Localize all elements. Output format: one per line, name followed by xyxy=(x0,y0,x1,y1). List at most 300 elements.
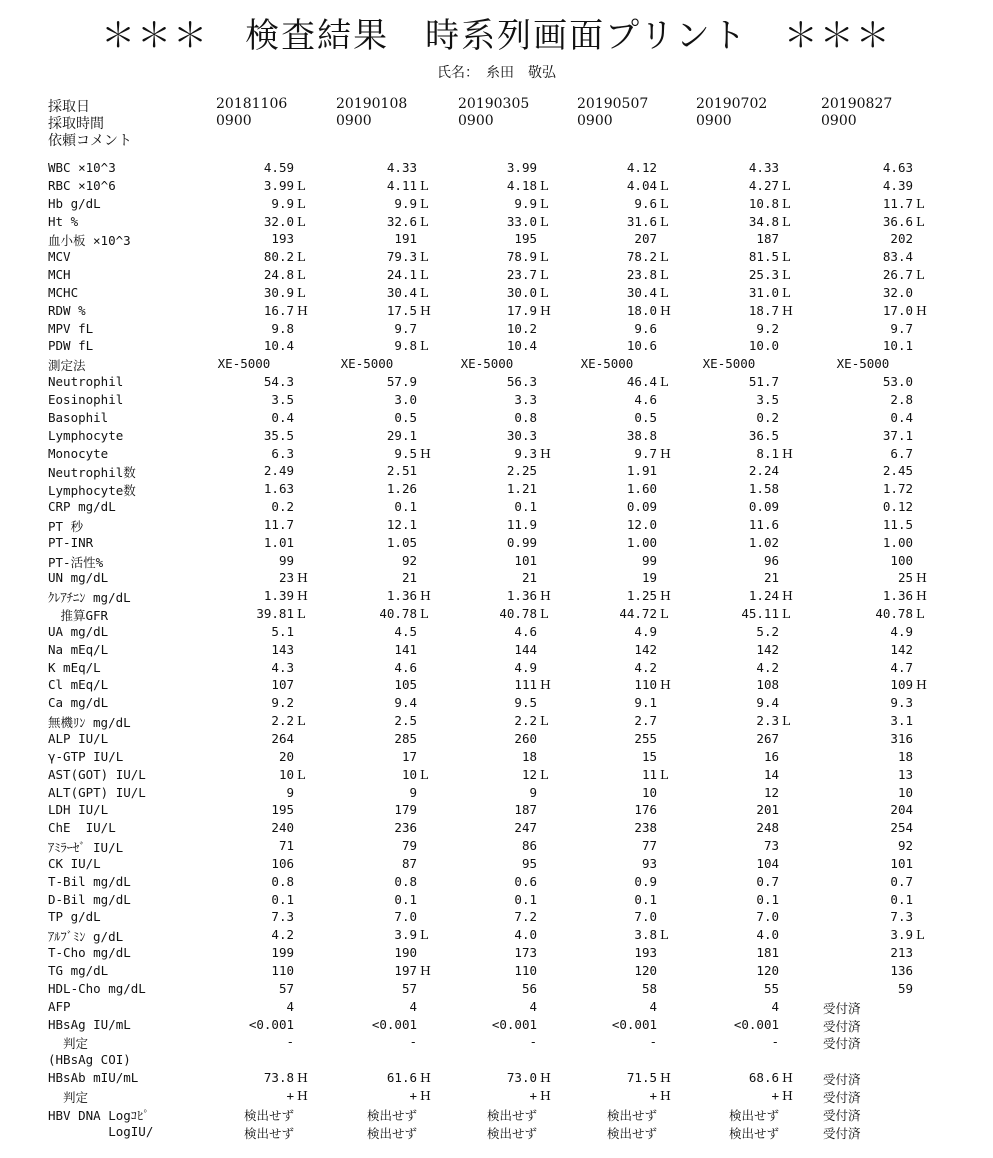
result-value: 7.0 xyxy=(394,909,417,925)
result-cell xyxy=(813,856,913,873)
result-cell xyxy=(317,660,417,677)
result-value: 73 xyxy=(763,838,779,854)
test-name: LogIU/ xyxy=(48,1123,154,1139)
result-cell xyxy=(813,785,913,802)
result-cell xyxy=(557,1124,657,1141)
result-cell xyxy=(437,374,537,391)
result-value: 4.39 xyxy=(882,177,913,193)
result-cell xyxy=(813,820,913,837)
result-value: 9.3 xyxy=(890,695,913,711)
result-cell xyxy=(194,749,294,766)
result-value: 2.45 xyxy=(882,463,913,479)
abnormal-flag: H xyxy=(916,588,927,604)
result-value: 16 xyxy=(763,748,779,764)
result-cell xyxy=(679,588,793,605)
result-value: 6.7 xyxy=(890,445,913,461)
result-value: 4.2 xyxy=(271,927,294,943)
result-cell xyxy=(813,463,913,480)
result-cell xyxy=(437,766,549,784)
result-value: 199 xyxy=(271,945,294,961)
result-value: 4.27 xyxy=(748,177,779,193)
result-value: 73.0 xyxy=(506,1070,537,1086)
result-value: 187 xyxy=(514,802,537,818)
result-value: 9.8 xyxy=(271,320,294,336)
result-cell xyxy=(437,660,537,677)
result-cell xyxy=(557,981,657,998)
result-value: 1.39 xyxy=(263,588,294,604)
result-cell xyxy=(679,695,779,712)
result-cell xyxy=(437,481,537,498)
result-value: 1.36 xyxy=(386,588,417,604)
result-value: 9 xyxy=(409,784,417,800)
result-value: 10 xyxy=(278,766,294,782)
result-cell xyxy=(679,892,779,909)
result-value: 0.6 xyxy=(514,873,537,889)
test-name: Eosinophil xyxy=(48,391,124,407)
result-value: 2.2 xyxy=(271,713,294,729)
result-cell xyxy=(679,963,779,980)
result-value: 12 xyxy=(763,784,779,800)
test-name: PDW fL xyxy=(48,338,94,354)
result-cell xyxy=(317,731,417,748)
abnormal-flag: L xyxy=(297,766,306,782)
result-value: 0.8 xyxy=(394,873,417,889)
table-row xyxy=(48,945,978,963)
result-value: 2.2 xyxy=(514,713,537,729)
result-value: 16.7 xyxy=(263,302,294,318)
result-value: + xyxy=(529,1087,537,1103)
result-cell xyxy=(317,713,417,730)
result-value: 4.6 xyxy=(514,623,537,639)
result-cell xyxy=(437,785,537,802)
result-value: 7.0 xyxy=(634,909,657,925)
result-cell xyxy=(557,481,657,498)
result-cell xyxy=(679,410,779,427)
result-value: 0.5 xyxy=(394,409,417,425)
test-name: 無機ﾘﾝ mg/dL xyxy=(48,715,131,731)
result-value: 191 xyxy=(394,231,417,247)
abnormal-flag: L xyxy=(420,213,429,229)
result-value: 173 xyxy=(514,945,537,961)
result-cell xyxy=(317,570,417,587)
result-value: 92 xyxy=(401,552,417,568)
test-name: 判定 xyxy=(48,1036,89,1052)
result-cell xyxy=(557,553,657,570)
result-value: 0.1 xyxy=(394,891,417,907)
result-cell xyxy=(813,392,913,409)
abnormal-flag: H xyxy=(420,962,431,978)
result-cell xyxy=(679,713,791,730)
result-cell xyxy=(813,481,913,498)
result-cell xyxy=(194,249,306,266)
date-col-2: 20190108 xyxy=(336,96,408,112)
result-value: - xyxy=(529,1034,537,1050)
test-name: UN mg/dL xyxy=(48,570,109,586)
result-cell xyxy=(557,856,657,873)
result-value: <0.001 xyxy=(733,1016,779,1032)
result-cell xyxy=(557,231,657,248)
result-cell xyxy=(194,892,294,909)
result-cell xyxy=(557,606,669,623)
result-value: 2.25 xyxy=(506,463,537,479)
abnormal-flag: L xyxy=(660,177,669,193)
result-cell xyxy=(557,874,657,891)
abnormal-flag: H xyxy=(297,588,308,604)
result-value: 2.5 xyxy=(394,713,417,729)
table-row xyxy=(48,999,978,1017)
table-row xyxy=(48,178,978,196)
abnormal-flag: L xyxy=(420,606,429,622)
abnormal-flag: L xyxy=(660,766,669,782)
result-cell xyxy=(437,249,549,266)
result-value: 1.25 xyxy=(626,588,657,604)
abnormal-flag: H xyxy=(660,1087,671,1103)
result-cell xyxy=(813,356,913,373)
results-table xyxy=(48,160,978,1141)
result-value: 1.36 xyxy=(882,588,913,604)
result-value: 1.60 xyxy=(626,481,657,497)
result-value: 1.63 xyxy=(263,481,294,497)
result-cell xyxy=(194,606,306,623)
result-value: 3.3 xyxy=(514,391,537,407)
result-value: 4.6 xyxy=(634,391,657,407)
result-cell xyxy=(317,249,429,266)
result-value: 1.72 xyxy=(882,481,913,497)
result-value: 3.8 xyxy=(634,927,657,943)
result-value: 104 xyxy=(756,855,779,871)
test-name: K mEq/L xyxy=(48,659,101,675)
result-cell xyxy=(437,1087,551,1105)
test-name: MCHC xyxy=(48,284,79,300)
test-name: HBsAg IU/mL xyxy=(48,1016,131,1032)
result-cell xyxy=(679,177,791,195)
result-cell xyxy=(317,785,417,802)
result-value: 0.1 xyxy=(514,891,537,907)
test-name: AFP xyxy=(48,998,71,1014)
test-name: 測定法 xyxy=(48,358,86,374)
result-cell xyxy=(437,445,551,463)
result-cell xyxy=(679,856,779,873)
test-name: 判定 xyxy=(48,1089,89,1105)
table-row xyxy=(48,428,978,446)
result-value: 107 xyxy=(271,677,294,693)
table-row xyxy=(48,820,978,838)
result-cell xyxy=(437,1034,537,1051)
abnormal-flag: L xyxy=(660,213,669,229)
result-value: 144 xyxy=(514,641,537,657)
result-value: 260 xyxy=(514,731,537,746)
status-received: 受付済 xyxy=(823,1000,861,1016)
result-value: + xyxy=(409,1087,417,1103)
result-cell xyxy=(194,981,294,998)
result-cell xyxy=(437,321,537,338)
result-value: + xyxy=(286,1087,294,1103)
result-cell xyxy=(317,909,417,926)
result-value: 4 xyxy=(649,998,657,1014)
result-cell xyxy=(679,660,779,677)
abnormal-flag: H xyxy=(540,677,551,693)
result-cell xyxy=(679,624,779,641)
result-cell xyxy=(557,428,657,445)
table-row xyxy=(48,856,978,874)
test-name: TP g/dL xyxy=(48,909,101,925)
result-value: 11.7 xyxy=(882,195,913,211)
result-value: XE-5000 xyxy=(217,356,271,372)
result-value: 32.6 xyxy=(386,213,417,229)
result-value: 1.21 xyxy=(506,481,537,497)
abnormal-flag: L xyxy=(782,195,791,211)
result-value: 6.3 xyxy=(271,445,294,461)
result-cell xyxy=(679,677,779,694)
result-value: 4.63 xyxy=(882,160,913,175)
result-value: <0.001 xyxy=(611,1016,657,1032)
result-value: - xyxy=(286,1034,294,1050)
result-cell xyxy=(679,284,791,302)
result-value: 24.8 xyxy=(263,267,294,283)
result-cell xyxy=(317,374,417,391)
abnormal-flag: H xyxy=(420,445,431,461)
result-cell xyxy=(557,624,657,641)
result-cell xyxy=(557,284,669,302)
result-value: 12.0 xyxy=(626,516,657,532)
result-value: 71.5 xyxy=(626,1070,657,1086)
result-value: 181 xyxy=(756,945,779,961)
result-cell xyxy=(437,284,549,302)
result-value: 31.0 xyxy=(748,284,779,300)
result-value: 検出せず xyxy=(366,1107,417,1123)
result-value: 18.0 xyxy=(626,302,657,318)
result-cell xyxy=(557,1106,657,1123)
result-value: 3.99 xyxy=(263,177,294,193)
result-cell xyxy=(437,909,537,926)
result-cell xyxy=(437,856,537,873)
test-name: Neutrophil数 xyxy=(48,465,136,481)
result-value: 26.7 xyxy=(882,267,913,283)
result-cell xyxy=(813,553,913,570)
result-value: 9.6 xyxy=(634,320,657,336)
result-value: 4 xyxy=(529,998,537,1014)
test-name: ALP IU/L xyxy=(48,731,109,746)
test-name: 推算GFR xyxy=(48,608,109,624)
result-value: 255 xyxy=(634,731,657,746)
result-value: 0.9 xyxy=(634,873,657,889)
result-cell xyxy=(317,945,417,962)
table-row xyxy=(48,695,978,713)
result-cell xyxy=(679,535,779,552)
result-cell xyxy=(557,410,657,427)
result-cell xyxy=(813,446,913,463)
result-cell xyxy=(679,321,779,338)
test-name: ChE IU/L xyxy=(48,820,116,836)
result-value: 10.2 xyxy=(506,320,537,336)
table-row xyxy=(48,535,978,553)
result-value: 143 xyxy=(271,641,294,657)
page-title: ＊＊＊ 検査結果 時系列画面プリント ＊＊＊ xyxy=(101,16,892,56)
result-cell xyxy=(557,731,657,748)
result-value: 0.1 xyxy=(756,891,779,907)
test-name: Basophil xyxy=(48,409,109,425)
test-name: RDW % xyxy=(48,302,86,318)
abnormal-flag: H xyxy=(660,302,671,318)
result-value: 4.9 xyxy=(634,623,657,639)
result-cell xyxy=(317,856,417,873)
result-value: 264 xyxy=(271,731,294,746)
result-cell xyxy=(437,874,537,891)
result-value: 55 xyxy=(763,980,779,996)
result-value: 195 xyxy=(271,802,294,818)
abnormal-flag: L xyxy=(916,267,925,283)
result-value: 9.7 xyxy=(634,445,657,461)
abnormal-flag: L xyxy=(540,195,549,211)
result-cell xyxy=(557,892,657,909)
result-cell xyxy=(437,213,549,231)
result-cell xyxy=(813,338,913,355)
result-cell xyxy=(557,838,657,855)
result-value: 2.49 xyxy=(263,463,294,479)
result-value: 83.4 xyxy=(882,249,913,265)
result-cell xyxy=(317,338,429,355)
result-value: 9.4 xyxy=(394,695,417,711)
result-value: 9.6 xyxy=(634,195,657,211)
result-cell xyxy=(317,356,417,373)
result-cell xyxy=(813,945,913,962)
result-value: 236 xyxy=(394,820,417,836)
result-cell xyxy=(317,927,429,944)
result-value: 7.0 xyxy=(756,909,779,925)
result-value: 9.5 xyxy=(394,445,417,461)
result-cell xyxy=(557,660,657,677)
table-row xyxy=(48,267,978,285)
abnormal-flag: L xyxy=(540,606,549,622)
result-value: 検出せず xyxy=(486,1125,537,1141)
result-value: 9.5 xyxy=(514,695,537,711)
result-cell xyxy=(194,535,294,552)
result-value: 4.33 xyxy=(386,160,417,175)
result-cell xyxy=(557,267,669,284)
result-cell xyxy=(194,428,294,445)
result-value: 2.24 xyxy=(748,463,779,479)
result-value: 238 xyxy=(634,820,657,836)
test-name: T-Cho mg/dL xyxy=(48,945,131,961)
result-cell xyxy=(317,624,417,641)
result-cell xyxy=(679,195,791,213)
result-cell xyxy=(679,160,779,177)
date-col-6: 20190827 xyxy=(821,96,893,112)
result-cell xyxy=(557,963,657,980)
table-row xyxy=(48,285,978,303)
result-cell xyxy=(194,713,306,730)
result-cell xyxy=(194,820,294,837)
result-cell xyxy=(317,838,417,855)
result-value: - xyxy=(409,1034,417,1050)
date-col-1: 20181106 xyxy=(216,96,288,112)
result-value: 120 xyxy=(634,962,657,978)
result-value: 179 xyxy=(394,802,417,818)
result-cell xyxy=(813,606,925,623)
result-cell xyxy=(317,606,429,623)
result-cell xyxy=(813,713,913,730)
result-value: 30.3 xyxy=(506,427,537,443)
result-cell xyxy=(813,695,913,712)
result-value: 4.9 xyxy=(890,623,913,639)
result-value: XE-5000 xyxy=(460,356,514,372)
comment-label: 依頼コメント xyxy=(48,133,132,149)
abnormal-flag: L xyxy=(660,249,669,265)
table-row xyxy=(48,321,978,339)
time-col-2: 0900 xyxy=(336,113,372,129)
result-cell xyxy=(813,570,927,587)
result-value: 0.1 xyxy=(394,499,417,515)
test-name: PT 秒 xyxy=(48,518,84,534)
result-value: 0.8 xyxy=(271,873,294,889)
result-value: 17 xyxy=(401,748,417,764)
result-cell xyxy=(194,267,306,284)
result-cell xyxy=(194,177,306,195)
result-cell xyxy=(679,445,793,463)
table-row xyxy=(48,356,978,374)
result-cell xyxy=(317,499,417,516)
result-value: 9.1 xyxy=(634,695,657,711)
result-cell xyxy=(557,766,669,784)
result-value: 213 xyxy=(890,945,913,961)
table-row xyxy=(48,160,978,178)
result-cell xyxy=(317,1017,417,1034)
result-cell xyxy=(194,927,294,944)
result-cell xyxy=(194,481,294,498)
test-name: CRP mg/dL xyxy=(48,499,116,515)
result-cell xyxy=(557,392,657,409)
result-value: 36.5 xyxy=(748,427,779,443)
result-cell xyxy=(194,677,294,694)
result-cell xyxy=(557,249,669,266)
result-cell xyxy=(317,766,429,784)
result-value: 86 xyxy=(521,838,537,854)
result-cell xyxy=(813,749,913,766)
result-value: 2.8 xyxy=(890,391,913,407)
result-cell xyxy=(679,749,779,766)
result-value: 3.99 xyxy=(506,160,537,175)
result-cell xyxy=(437,463,537,480)
result-cell xyxy=(813,178,913,195)
abnormal-flag: H xyxy=(660,1070,671,1086)
result-cell xyxy=(437,838,537,855)
result-value: 204 xyxy=(890,802,913,818)
result-cell xyxy=(557,820,657,837)
result-cell xyxy=(194,356,294,373)
result-value: 4 xyxy=(286,998,294,1014)
result-cell xyxy=(437,713,549,730)
result-cell xyxy=(317,463,417,480)
result-value: 1.91 xyxy=(626,463,657,479)
result-value: 73.8 xyxy=(263,1070,294,1086)
abnormal-flag: L xyxy=(540,267,549,283)
result-cell xyxy=(194,213,306,231)
table-row xyxy=(48,570,978,588)
result-value: 23 xyxy=(278,570,294,586)
result-value: 316 xyxy=(890,731,913,746)
result-cell xyxy=(194,446,294,463)
result-value: 3.0 xyxy=(394,391,417,407)
result-value: 79.3 xyxy=(386,249,417,265)
result-cell xyxy=(679,767,779,784)
result-cell xyxy=(437,428,537,445)
result-cell xyxy=(317,999,417,1016)
result-cell xyxy=(437,624,537,641)
abnormal-flag: L xyxy=(660,284,669,300)
abnormal-flag: L xyxy=(540,284,549,300)
result-value: 35.5 xyxy=(263,427,294,443)
test-name: ALT(GPT) IU/L xyxy=(48,784,146,800)
